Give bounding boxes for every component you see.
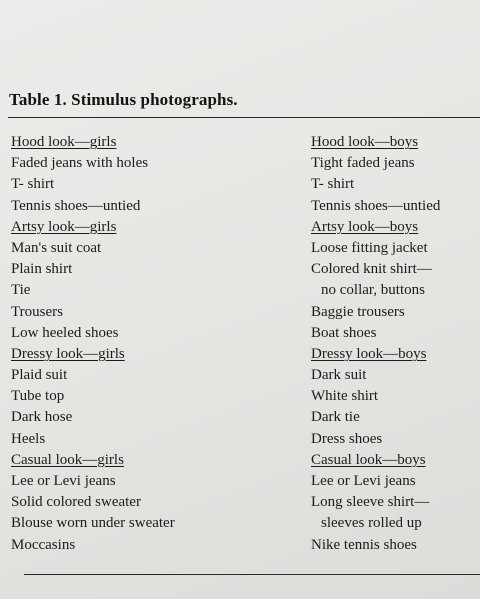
list-item: Faded jeans with holes: [11, 155, 149, 172]
bottom-rule: [24, 574, 480, 575]
section-heading: Artsy look—boys: [311, 218, 419, 235]
list-item: Blouse worn under sweater: [11, 515, 175, 532]
list-item: Solid colored sweater: [11, 494, 141, 511]
top-rule: [8, 117, 480, 118]
section-heading: Hood look—girls: [11, 134, 117, 150]
list-item: Long sleeve shirt—: [311, 494, 430, 511]
right-column-boys: [311, 132, 440, 556]
list-item: Tight faded jeans: [311, 155, 415, 172]
list-item: Lee or Levi jeans: [311, 473, 416, 489]
section-heading: Hood look—boys: [311, 134, 419, 150]
list-item: Man's suit coat: [11, 239, 102, 256]
list-item: White shirt: [311, 388, 379, 405]
section-heading: Casual look—boys: [311, 451, 426, 468]
left-column-girls: [11, 132, 175, 556]
list-item: Lee or Levi jeans: [11, 473, 116, 489]
list-item: Loose fitting jacket: [311, 239, 428, 256]
section-heading: Artsy look—girls: [11, 218, 117, 235]
list-item: Tennis shoes—untied: [11, 197, 141, 214]
list-item: Moccasins: [11, 536, 76, 553]
list-item: Tennis shoes—untied: [311, 197, 441, 214]
list-item: Dress shoes: [311, 430, 383, 447]
list-item: Plain shirt: [11, 261, 73, 278]
list-item: T- shirt: [311, 176, 355, 193]
list-item: no collar, buttons: [321, 282, 425, 299]
list-item: Trousers: [11, 303, 63, 320]
list-item: Plaid suit: [11, 367, 68, 384]
list-item: Tube top: [11, 388, 65, 405]
table-title: Table 1. Stimulus photographs.: [9, 90, 238, 109]
list-item: Nike tennis shoes: [311, 536, 417, 553]
list-item: T- shirt: [11, 176, 55, 193]
section-heading: Dressy look—boys: [311, 345, 427, 362]
list-item: Dark hose: [11, 409, 73, 426]
section-heading: Casual look—girls: [11, 451, 124, 468]
list-item: Boat shoes: [311, 324, 377, 341]
list-item: Heels: [11, 430, 46, 447]
list-item: Colored knit shirt—: [311, 261, 432, 278]
list-item: Baggie trousers: [311, 303, 405, 320]
list-item: Low heeled shoes: [11, 324, 119, 341]
list-item: Dark tie: [311, 409, 360, 426]
list-item: Tie: [11, 282, 31, 299]
list-item: Dark suit: [311, 367, 367, 384]
section-heading: Dressy look—girls: [11, 345, 125, 362]
list-item: sleeves rolled up: [321, 515, 422, 532]
